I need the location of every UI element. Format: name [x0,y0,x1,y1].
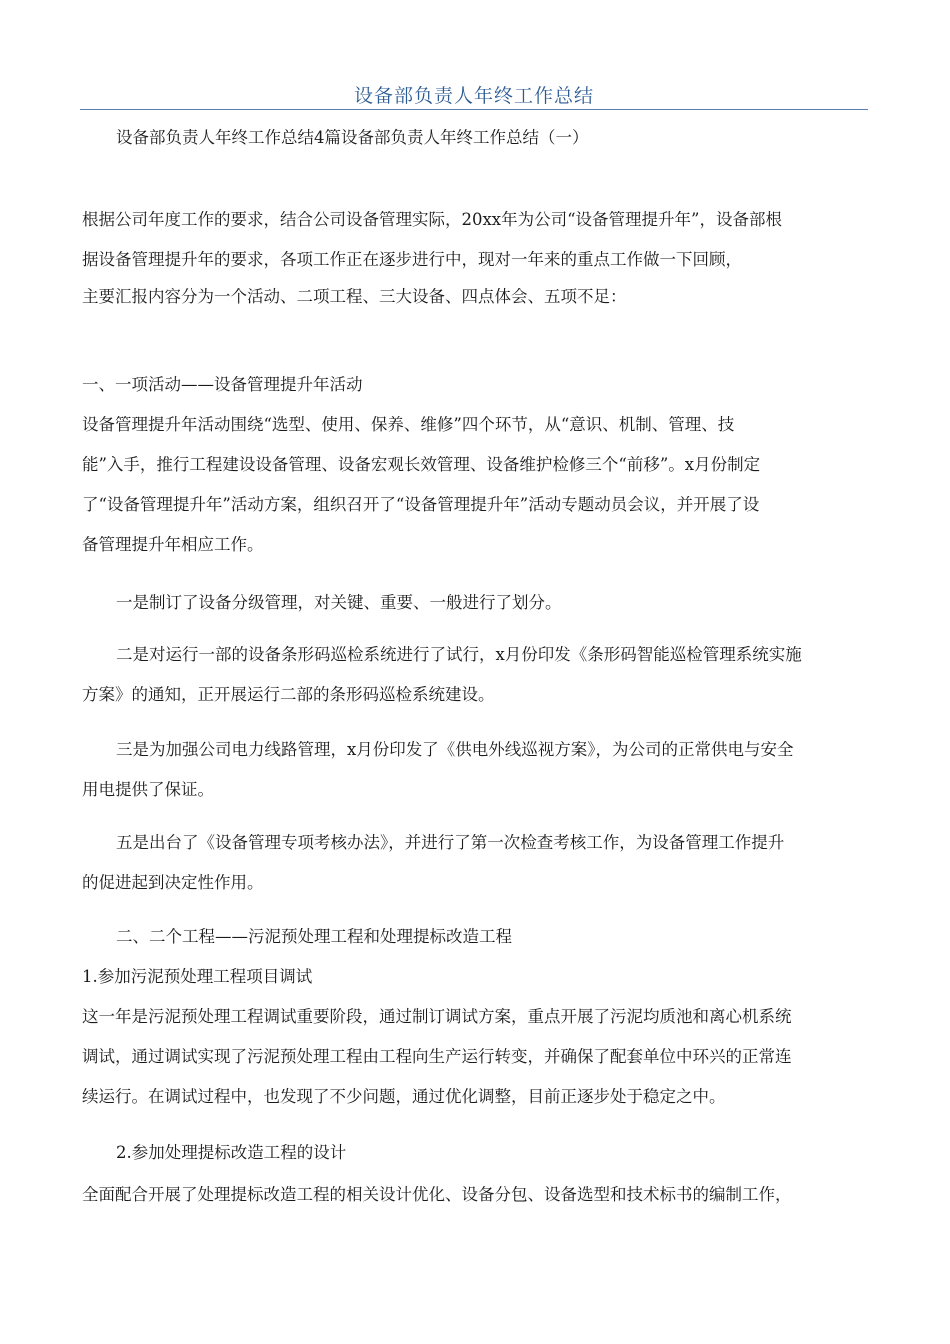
section2-heading: 二、二个工程——污泥预处理工程和处理提标改造工程 [116,927,512,946]
section1-item-1: 一是制订了设备分级管理，对关键、重要、一般进行了划分。 [116,593,562,612]
section1-item-3-line-2: 用电提供了保证。 [82,780,214,799]
intro-line-2: 据设备管理提升年的要求，各项工作正在逐步进行中，现对一年来的重点工作做一下回顾， [82,250,742,269]
section1-item-5-line-1: 五是出台了《设备管理专项考核办法》，并进行了第一次检查考核工作，为设备管理工作提升 [116,833,785,852]
title-divider [80,109,868,110]
section2-sub1-line-2: 调试，通过调试实现了污泥预处理工程由工程向生产运行转变，并确保了配套单位中环兴的正常连 [82,1047,792,1066]
section1-item-5-line-2: 的促进起到决定性作用。 [82,873,264,892]
section2-sub2-heading: 2.参加处理提标改造工程的设计 [116,1143,347,1162]
section1-heading: 一、一项活动——设备管理提升年活动 [82,375,363,394]
section1-item-3 [82,730,868,810]
section2-sub1-body [82,997,868,1117]
section1-body [82,405,868,565]
section1-item-2-line-2: 方案》的通知，正开展运行二部的条形码巡检系统建设。 [82,685,495,704]
section1-body-line-1: 设备管理提升年活动围绕“选型、使用、保养、维修”四个环节，从“意识、机制、管理、技 [82,415,735,434]
section1-item-2 [82,635,868,715]
intro-line-1: 根据公司年度工作的要求，结合公司设备管理实际，20xx年为公司“设备管理提升年”，设备部根 [82,210,782,229]
section1-item-3-line-1: 三是为加强公司电力线路管理，x月份印发了《供电外线巡视方案》，为公司的正常供电与安全 [116,740,794,759]
section1-item-2-line-1: 二是对运行一部的设备条形码巡检系统进行了试行，x月份印发《条形码智能巡检管理系统实施 [116,645,802,664]
section1-body-line-4: 备管理提升年相应工作。 [82,535,264,554]
section1-body-line-2: 能”入手，推行工程建设设备管理、设备宏观长效管理、设备维护检修三个“前移”。x月份制定 [82,455,761,474]
section2-sub2-line-1: 全面配合开展了处理提标改造工程的相关设计优化、设备分包、设备选型和技术标书的编制工作， [82,1185,792,1204]
section1-body-line-3: 了“设备管理提升年”活动方案，组织召开了“设备管理提升年”活动专题动员会议，并开展了设 [82,495,760,514]
document-subtitle: 设备部负责人年终工作总结4篇设备部负责人年终工作总结（一） [116,128,589,147]
intro-paragraph [82,200,868,314]
document-title: 设备部负责人年终工作总结 [353,85,594,107]
section2-sub1-heading: 1.参加污泥预处理工程项目调试 [82,967,313,986]
section2-sub1-line-3: 续运行。在调试过程中，也发现了不少问题，通过优化调整，目前正逐步处于稳定之中。 [82,1087,726,1106]
intro-line-3: 主要汇报内容分为一个活动、二项工程、三大设备、四点体会、五项不足： [82,287,627,306]
section2-sub1-line-1: 这一年是污泥预处理工程调试重要阶段，通过制订调试方案，重点开展了污泥均质池和离心机系统 [82,1007,792,1026]
section1-item-5 [82,823,868,903]
